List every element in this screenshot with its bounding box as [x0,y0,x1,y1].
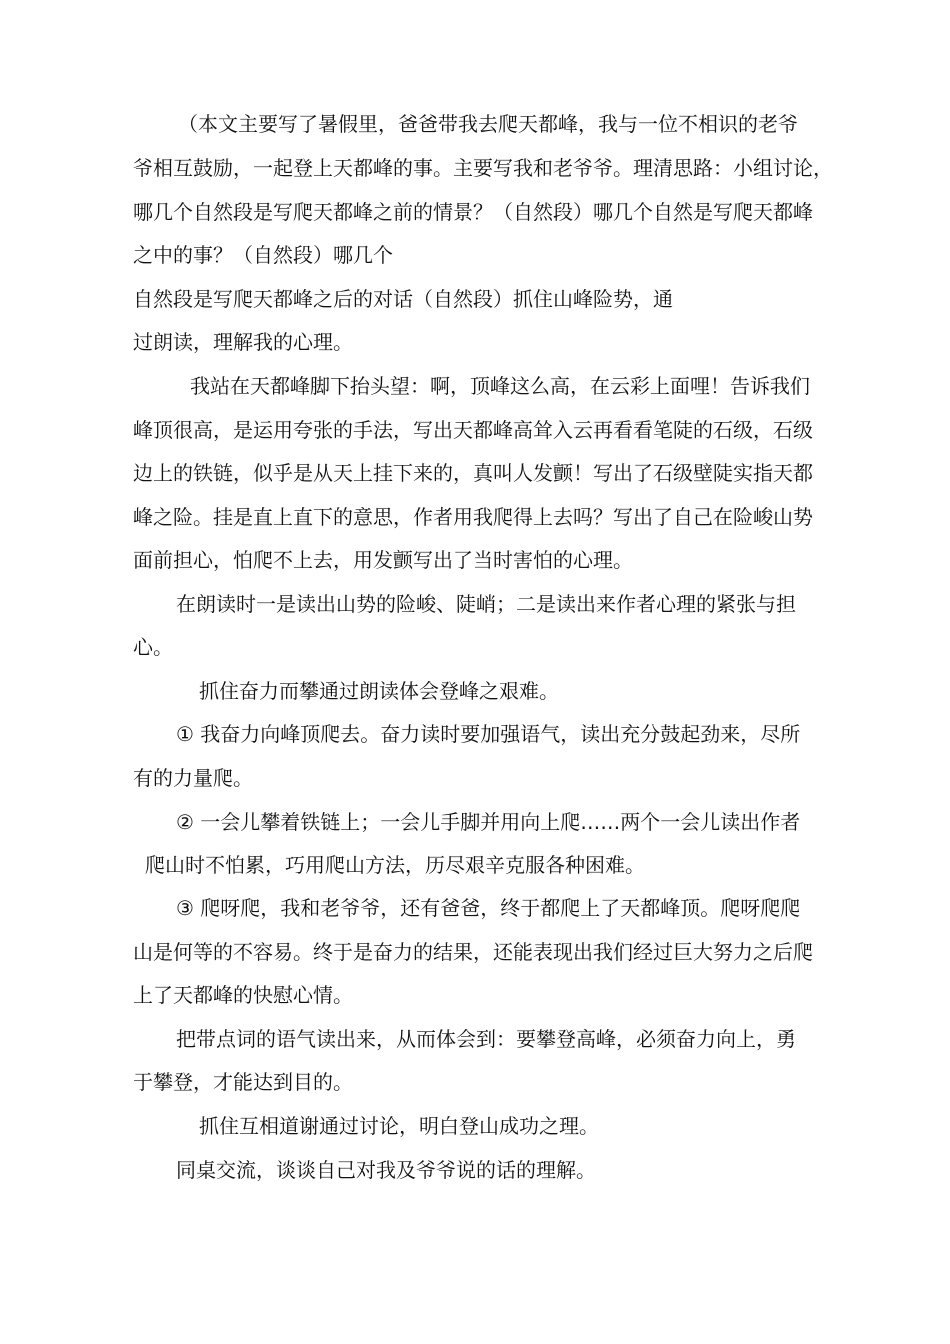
text-line: 在朗读时一是读出山势的险峻、陡峭；二是读出来作者心理的紧张与担 [176,592,796,616]
text-line: ① 我奋力向峰顶爬去。奋力读时要加强语气，读出充分鼓起劲来，尽所 [176,722,801,746]
text-line: 同桌交流，谈谈自己对我及爷爷说的话的理解。 [176,1158,596,1182]
text-line: 抓住奋力而攀通过朗读体会登峰之艰难。 [199,679,559,703]
text-line: 抓住互相道谢通过讨论，明白登山成功之理。 [199,1114,599,1138]
text-line: 面前担心，怕爬不上去，用发颤写出了当时害怕的心理。 [133,548,633,572]
text-line: 上了天都峰的快慰心情。 [133,983,353,1007]
text-line: 过朗读，理解我的心理。 [133,330,353,354]
text-line: 边上的铁链，似乎是从天上挂下来的，真叫人发颤！写出了石级壁陡实指天都 [133,461,813,485]
text-line: 于攀登，才能达到目的。 [133,1070,353,1094]
text-line: ③ 爬呀爬，我和老爷爷，还有爸爸，终于都爬上了天都峰顶。爬呀爬爬 [176,896,801,920]
text-line: 哪几个自然段是写爬天都峰之前的情景？（自然段）哪几个自然是写爬天都峰 [133,200,813,224]
text-line: 峰顶很高，是运用夸张的手法，写出天都峰高耸入云再看看笔陡的石级，石级 [133,418,813,442]
text-line: 爬山时不怕累，巧用爬山方法，历尽艰辛克服各种困难。 [145,853,645,877]
text-line: （本文主要写了暑假里，爸爸带我去爬天都峰，我与一位不相识的老爷 [178,112,798,136]
text-line: 我站在天都峰脚下抬头望：啊，顶峰这么高，在云彩上面哩！告诉我们 [190,374,810,398]
text-line: 山是何等的不容易。终于是奋力的结果，还能表现出我们经过巨大努力之后爬 [133,940,813,964]
text-line: 心。 [133,635,173,659]
text-line: 之中的事？（自然段）哪几个 [133,243,393,267]
text-line: 峰之险。挂是直上直下的意思，作者用我爬得上去吗？写出了自己在险峻山势 [133,505,813,529]
text-line: 把带点词的语气读出来，从而体会到：要攀登高峰，必须奋力向上，勇 [176,1027,796,1051]
text-line: 有的力量爬。 [133,766,253,790]
text-line: 爷相互鼓励，一起登上天都峰的事。主要写我和老爷爷。理清思路：小组讨论， [133,156,833,180]
text-line: ② 一会儿攀着铁链上；一会儿手脚并用向上爬……两个一会儿读出作者 [176,810,801,834]
text-line: 自然段是写爬天都峰之后的对话（自然段）抓住山峰险势，通 [133,287,673,311]
